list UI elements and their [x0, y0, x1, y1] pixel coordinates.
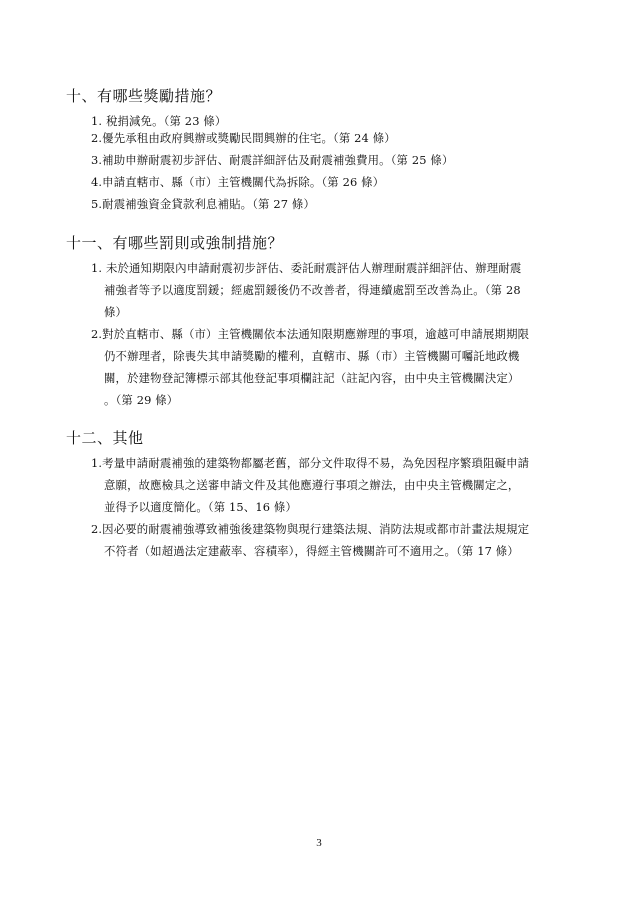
list-item-continuation: 。（第 29 條） [104, 393, 179, 407]
list-item: 3.補助申辦耐震初步評估、耐震詳細評估及耐震補強費用。（第 25 條） [91, 153, 454, 167]
list-item: 1.考量申請耐震補強的建築物都屬老舊，部分文件取得不易，為免因程序繁瑣阻礙申請 [91, 456, 530, 470]
list-item-continuation: 意願，故應檢具之送審申請文件及其他應遵行事項之辦法，由中央主管機關定之， [104, 478, 520, 492]
page-number: 3 [316, 837, 322, 849]
list-item-continuation: 不符者（如超過法定建蔽率、容積率），得經主管機關許可不適用之。（第 17 條） [104, 544, 519, 558]
list-item: 4.申請直轄市、縣（市）主管機關代為拆除。（第 26 條） [91, 175, 385, 189]
section-heading: 十一、有哪些罰則或強制措施？ [66, 234, 284, 252]
list-item-continuation: 條） [104, 305, 128, 319]
list-item-continuation: 關，於建物登記簿標示部其他登記事項欄註記（註記內容，由中央主管機關決定） [104, 371, 520, 385]
list-item: 2.因必要的耐震補強導致補強後建築物與現行建築法規、消防法規或都市計畫法規規定 [91, 522, 530, 536]
list-item-continuation: 仍不辦理者，除喪失其申請獎勵的權利，直轄市、縣（市）主管機關可囑託地政機 [104, 349, 520, 363]
list-item-continuation: 並得予以適度簡化。（第 15、16 條） [104, 500, 297, 514]
section-heading: 十、有哪些獎勵措施？ [66, 87, 222, 105]
section-heading: 十二、其他 [66, 429, 144, 447]
list-item: 2.對於直轄市、縣（市）主管機關依本法通知限期應辦理的事項，逾越可申請展期期限 [91, 327, 530, 341]
list-item: 5.耐震補強資金貸款利息補貼。（第 27 條） [91, 197, 315, 211]
list-item: 2.優先承租由政府興辦或獎勵民間興辦的住宅。（第 24 條） [91, 131, 396, 145]
list-item: 1. 稅捐減免。（第 23 條） [91, 114, 227, 128]
list-item: 1. 未於通知期限內申請耐震初步評估、委託耐震評估人辦理耐震詳細評估、辦理耐震 [91, 261, 522, 275]
list-item-continuation: 補強者等予以適度罰鍰；經處罰鍰後仍不改善者，得連續處罰至改善為止。（第 28 [104, 283, 521, 297]
